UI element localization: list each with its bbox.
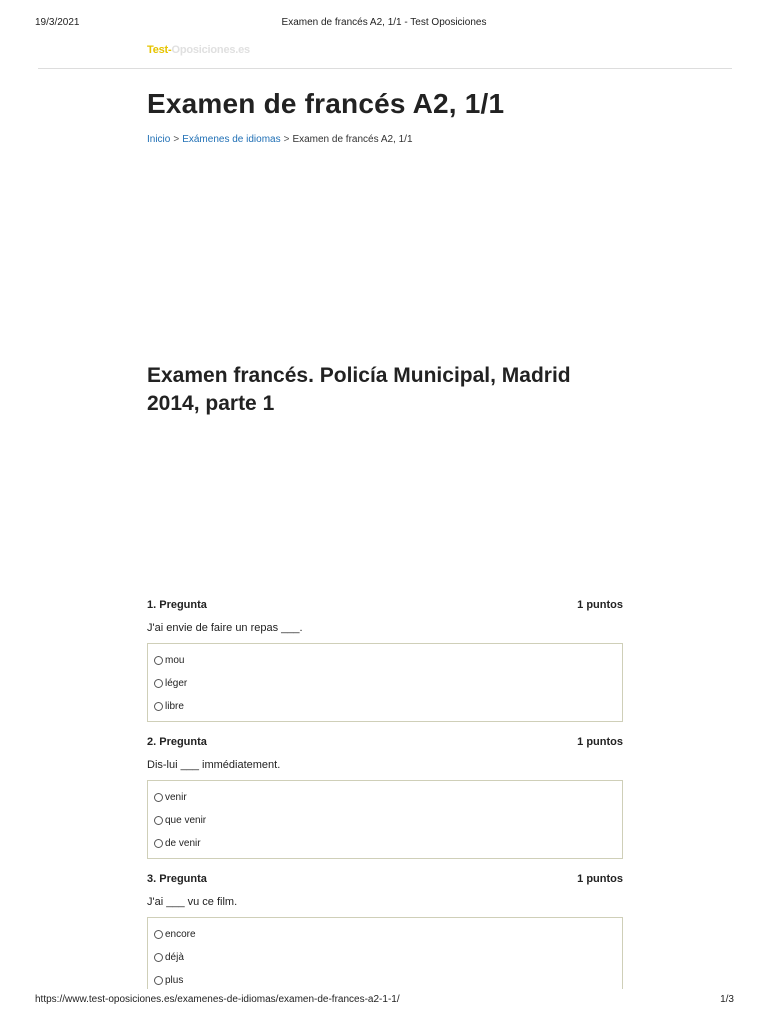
radio-button[interactable] <box>154 816 163 825</box>
breadcrumb-link-examenes-idiomas[interactable]: Exámenes de idiomas <box>182 134 281 145</box>
breadcrumb-separator: > <box>283 134 290 145</box>
print-page-title: Examen de francés A2, 1/1 - Test Oposiciones <box>281 17 487 28</box>
print-date: 19/3/2021 <box>35 17 80 28</box>
print-header <box>0 17 768 31</box>
print-url: https://www.test-oposiciones.es/examenes-de-idiomas/examen-de-frances-a2-1-1/ <box>35 994 400 1005</box>
radio-button[interactable] <box>154 930 163 939</box>
answer-option[interactable] <box>154 649 616 672</box>
logo-part-1: Test- <box>147 44 172 56</box>
question-number: 3. Pregunta <box>147 873 207 885</box>
question-3 <box>147 873 623 989</box>
answer-option[interactable] <box>154 672 616 695</box>
answer-option[interactable] <box>154 786 616 809</box>
answer-option[interactable] <box>154 809 616 832</box>
answer-options <box>147 780 623 859</box>
answer-option[interactable] <box>154 695 616 718</box>
answer-label: plus <box>165 975 184 986</box>
radio-button[interactable] <box>154 656 163 665</box>
logo-part-2: Oposiciones.es <box>171 44 250 56</box>
breadcrumb-separator: > <box>173 134 180 145</box>
answer-label: libre <box>165 701 184 712</box>
question-number: 1. Pregunta <box>147 599 207 611</box>
print-footer <box>0 994 768 1008</box>
answer-option[interactable] <box>154 969 616 992</box>
radio-button[interactable] <box>154 793 163 802</box>
question-header <box>147 736 623 752</box>
answer-option[interactable] <box>154 832 616 855</box>
question-text: J'ai ___ vu ce film. <box>147 896 238 908</box>
answer-option[interactable] <box>154 946 616 969</box>
question-1 <box>147 599 623 722</box>
answer-label: venir <box>165 792 187 803</box>
breadcrumb-current: Examen de francés A2, 1/1 <box>292 134 413 145</box>
question-header <box>147 873 623 889</box>
answer-options <box>147 643 623 722</box>
question-text: Dis-lui ___ immédiatement. <box>147 759 281 771</box>
answer-label: de venir <box>165 838 201 849</box>
radio-button[interactable] <box>154 976 163 985</box>
breadcrumb-link-inicio[interactable]: Inicio <box>147 134 171 145</box>
answer-label: encore <box>165 929 196 940</box>
answer-options <box>147 917 623 989</box>
breadcrumb <box>147 134 413 145</box>
answer-label: déjà <box>165 952 184 963</box>
answer-label: mou <box>165 655 185 666</box>
answer-label: léger <box>165 678 188 689</box>
header-divider <box>38 68 732 69</box>
question-2 <box>147 736 623 859</box>
site-logo[interactable] <box>147 44 250 58</box>
question-points: 1 puntos <box>577 873 623 885</box>
print-page-number: 1/3 <box>720 994 734 1005</box>
answer-label: que venir <box>165 815 207 826</box>
radio-button[interactable] <box>154 679 163 688</box>
radio-button[interactable] <box>154 953 163 962</box>
page-title: Examen de francés A2, 1/1 <box>147 88 505 119</box>
question-header <box>147 599 623 615</box>
question-points: 1 puntos <box>577 736 623 748</box>
section-title: Examen francés. Policía Municipal, Madrid 2014, parte 1 <box>147 364 571 415</box>
question-points: 1 puntos <box>577 599 623 611</box>
question-number: 2. Pregunta <box>147 736 207 748</box>
radio-button[interactable] <box>154 702 163 711</box>
radio-button[interactable] <box>154 839 163 848</box>
question-text: J'ai envie de faire un repas ___. <box>147 622 303 634</box>
answer-option[interactable] <box>154 923 616 946</box>
